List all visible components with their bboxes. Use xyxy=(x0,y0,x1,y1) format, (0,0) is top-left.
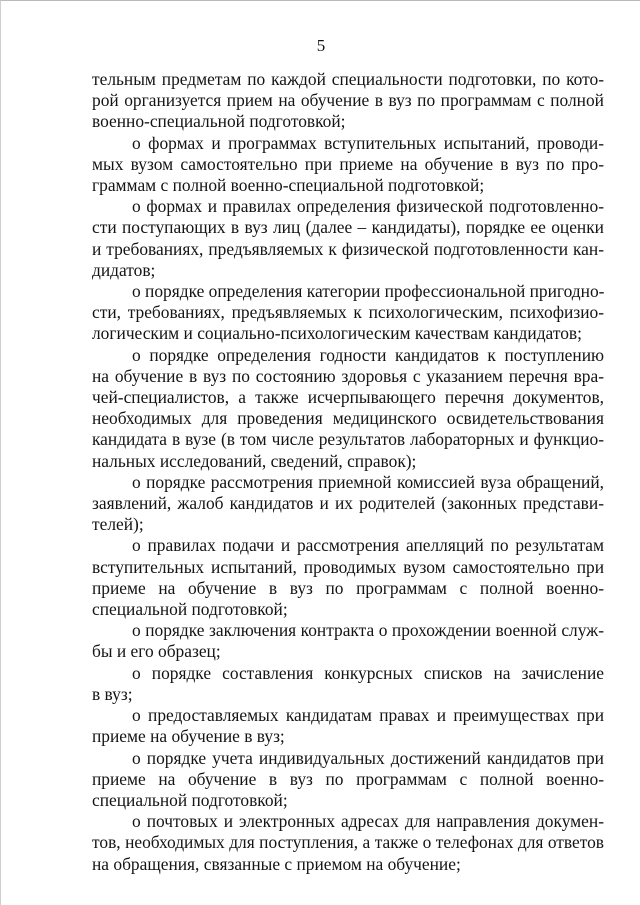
text-line: мых вузом самостоятельно при приеме на обучение в вуз по про- xyxy=(92,153,604,174)
text-line: о формах и программах вступительных испытаний, проводи- xyxy=(132,132,604,153)
paragraph xyxy=(92,472,604,536)
text-line: о правилах подачи и рассмотрения апелляций по результатам xyxy=(132,535,604,556)
text-line: о порядке определения категории профессиональной пригодно- xyxy=(132,281,605,302)
paragraph xyxy=(92,811,604,875)
text-line: о формах и правилах определения физической подготовленно- xyxy=(132,196,604,217)
paragraph xyxy=(92,705,604,747)
text-line: специальной подготовкой; xyxy=(92,599,288,620)
text-line: о предоставляемых кандидатам правах и преимуществах при xyxy=(132,705,604,726)
paragraph xyxy=(92,133,604,197)
paragraph xyxy=(92,196,604,281)
text-line: о порядке заключения контракта о прохождении военной служ- xyxy=(132,620,604,641)
paragraph xyxy=(92,663,604,705)
paragraph xyxy=(92,281,604,345)
paragraph xyxy=(92,69,604,133)
text-line: приеме на обучение в вуз; xyxy=(92,726,285,747)
text-line: необходимых для проведения медицинского освидетельствования xyxy=(92,408,604,429)
text-line: тельным предметам по каждой специальности подготовки, по кото- xyxy=(92,69,604,89)
text-line: о порядке учета индивидуальных достижений кандидатов при xyxy=(132,747,604,768)
page-number: 5 xyxy=(316,36,326,55)
text-line: бы и его образец; xyxy=(92,641,221,662)
text-line: на обращения, связанные с приемом на обучение; xyxy=(92,853,461,874)
paragraph xyxy=(92,535,604,620)
text-line: военно-специальной подготовкой; xyxy=(92,111,346,132)
text-line: логическим и социально-психологическим качествам кандидатов; xyxy=(92,323,582,344)
text-line: нальных исследований, сведений, справок); xyxy=(92,450,417,471)
text-line: тов, необходимых для поступления, а также о телефонах для ответов xyxy=(92,832,604,853)
text-line: заявлений, жалоб кандидатов и их родителей (законных представи- xyxy=(92,493,604,514)
text-line: сти поступающих в вуз лиц (далее – кандидаты), порядке ее оценки xyxy=(92,217,604,238)
text-line: в вуз; xyxy=(92,683,133,704)
text-line: о порядке составления конкурсных списков на зачисление xyxy=(132,662,604,683)
document-body xyxy=(92,69,604,875)
text-line: приеме на обучение в вуз по программам с полной военно- xyxy=(92,577,604,598)
text-line: граммам с полной военно-специальной подготовкой; xyxy=(92,175,485,196)
text-line: вступительных испытаний, проводимых вузом самостоятельно при xyxy=(92,556,604,577)
text-line: о почтовых и электронных адресах для направления докумен- xyxy=(132,811,604,832)
text-line: специальной подготовкой; xyxy=(92,789,288,810)
text-line: о порядке рассмотрения приемной комиссией вуза обращений, xyxy=(132,471,604,492)
text-line: телей); xyxy=(92,514,144,535)
paragraph xyxy=(92,620,604,662)
text-line: приеме на обучение в вуз по программам с полной военно- xyxy=(92,768,604,789)
text-line: о порядке определения годности кандидатов к поступлению xyxy=(132,344,604,365)
text-line: сти, требованиях, предъявляемых к психологическим, психофизио- xyxy=(92,302,604,323)
text-line: кандидата в вузе (в том числе результатов лабораторных и функцио- xyxy=(92,429,604,450)
text-line: рой организуется прием на обучение в вуз по программам с полной xyxy=(92,90,604,111)
text-line: дидатов; xyxy=(92,259,156,280)
text-line: и требованиях, предъявляемых к физической подготовленности кан- xyxy=(92,238,604,259)
text-line: на обучение в вуз по состоянию здоровья с указанием перечня вра- xyxy=(92,365,604,386)
paragraph xyxy=(92,345,604,472)
text-line: чей-специалистов, а также исчерпывающего перечня документов, xyxy=(92,387,604,408)
paragraph xyxy=(92,748,604,812)
